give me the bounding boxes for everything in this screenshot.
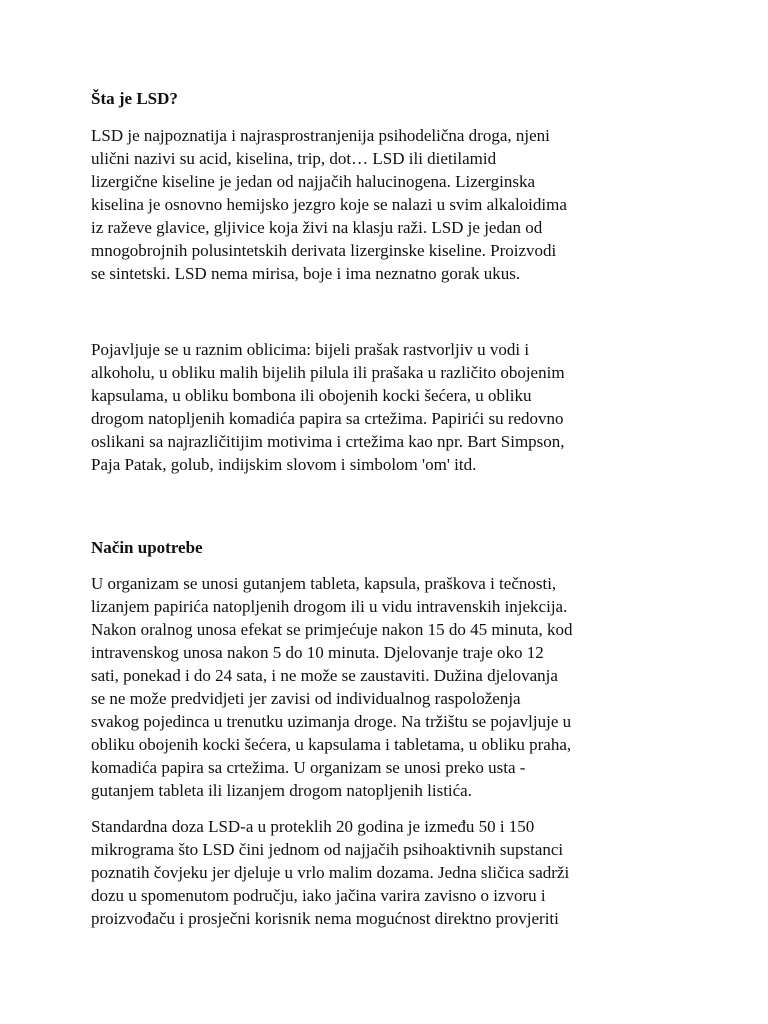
paragraph-forms [91, 338, 565, 476]
text-line: iz raževe glavice, gljivice koja živi na klasju raži. LSD je jedan od [91, 218, 543, 237]
text-line: Standardna doza LSD-a u proteklih 20 godina je između 50 i 150 [91, 817, 535, 836]
text-line: drogom natopljenih komadića papira sa crtežima. Papirići su redovno [91, 409, 564, 428]
paragraph-usage [91, 572, 573, 802]
text-line: sati, ponekad i do 24 sata, i ne može se zaustaviti. Dužina djelovanja [91, 666, 558, 685]
text-line: alkoholu, u obliku malih bijelih pilula ili prašaka u različito obojenim [91, 363, 565, 382]
section-heading-usage: Način upotrebe [91, 538, 203, 557]
text-line: kapsulama, u obliku bombona ili obojenih kocki šećera, u obliku [91, 386, 532, 405]
text-line: poznatih čovjeku jer djeluje u vrlo malim dozama. Jedna sličica sadrži [91, 863, 570, 882]
text-line: Pojavljuje se u raznim oblicima: bijeli prašak rastvorljiv u vodi i [91, 340, 530, 359]
text-line: mikrograma što LSD čini jednom od najjačih psihoaktivnih supstanci [91, 840, 564, 859]
text-line: komadića papira sa crtežima. U organizam se unosi preko usta - [91, 758, 526, 777]
text-line: Nakon oralnog unosa efekat se primjećuje nakon 15 do 45 minuta, kod [91, 620, 573, 639]
text-line: lizergične kiseline je jedan od najjačih halucinogena. Lizerginska [91, 172, 536, 191]
text-line: oslikani sa najrazličitijim motivima i crtežima kao npr. Bart Simpson, [91, 432, 565, 451]
text-line: proizvođaču i prosječni korisnik nema mogućnost direktno provjeriti [91, 909, 559, 928]
paragraph-dosage [91, 815, 569, 930]
text-line: lizanjem papirića natopljenih drogom ili u vidu intravenskih injekcija. [91, 597, 568, 616]
text-line: U organizam se unosi gutanjem tableta, kapsula, praškova i tečnosti, [91, 574, 557, 593]
text-line: ulični nazivi su acid, kiselina, trip, dot… LSD ili dietilamid [91, 149, 497, 168]
paragraph-intro [91, 124, 567, 285]
text-line: se ne može predvidjeti jer zavisi od individualnog raspoloženja [91, 689, 521, 708]
text-line: dozu u spomenutom području, iako jačina varira zavisno o izvoru i [91, 886, 546, 905]
text-line: gutanjem tableta ili lizanjem drogom natopljenih listića. [91, 781, 472, 800]
text-line: Paja Patak, golub, indijskim slovom i simbolom 'om' itd. [91, 455, 477, 474]
text-line: kiselina je osnovno hemijsko jezgro koje se nalazi u svim alkaloidima [91, 195, 567, 214]
text-line: mnogobrojnih polusintetskih derivata lizerginske kiseline. Proizvodi [91, 241, 557, 260]
text-line: se sintetski. LSD nema mirisa, boje i ima neznatno gorak ukus. [91, 264, 521, 283]
section-heading-what-is-lsd: Šta je LSD? [91, 89, 178, 108]
text-line: LSD je najpoznatija i najrasprostranjenija psihodelična droga, njeni [91, 126, 550, 145]
text-line: svakog pojedinca u trenutku uzimanja droge. Na tržištu se pojavljuje u [91, 712, 572, 731]
text-line: intravenskog unosa nakon 5 do 10 minuta. Djelovanje traje oko 12 [91, 643, 544, 662]
text-line: obliku obojenih kocki šećera, u kapsulama i tabletama, u obliku praha, [91, 735, 572, 754]
